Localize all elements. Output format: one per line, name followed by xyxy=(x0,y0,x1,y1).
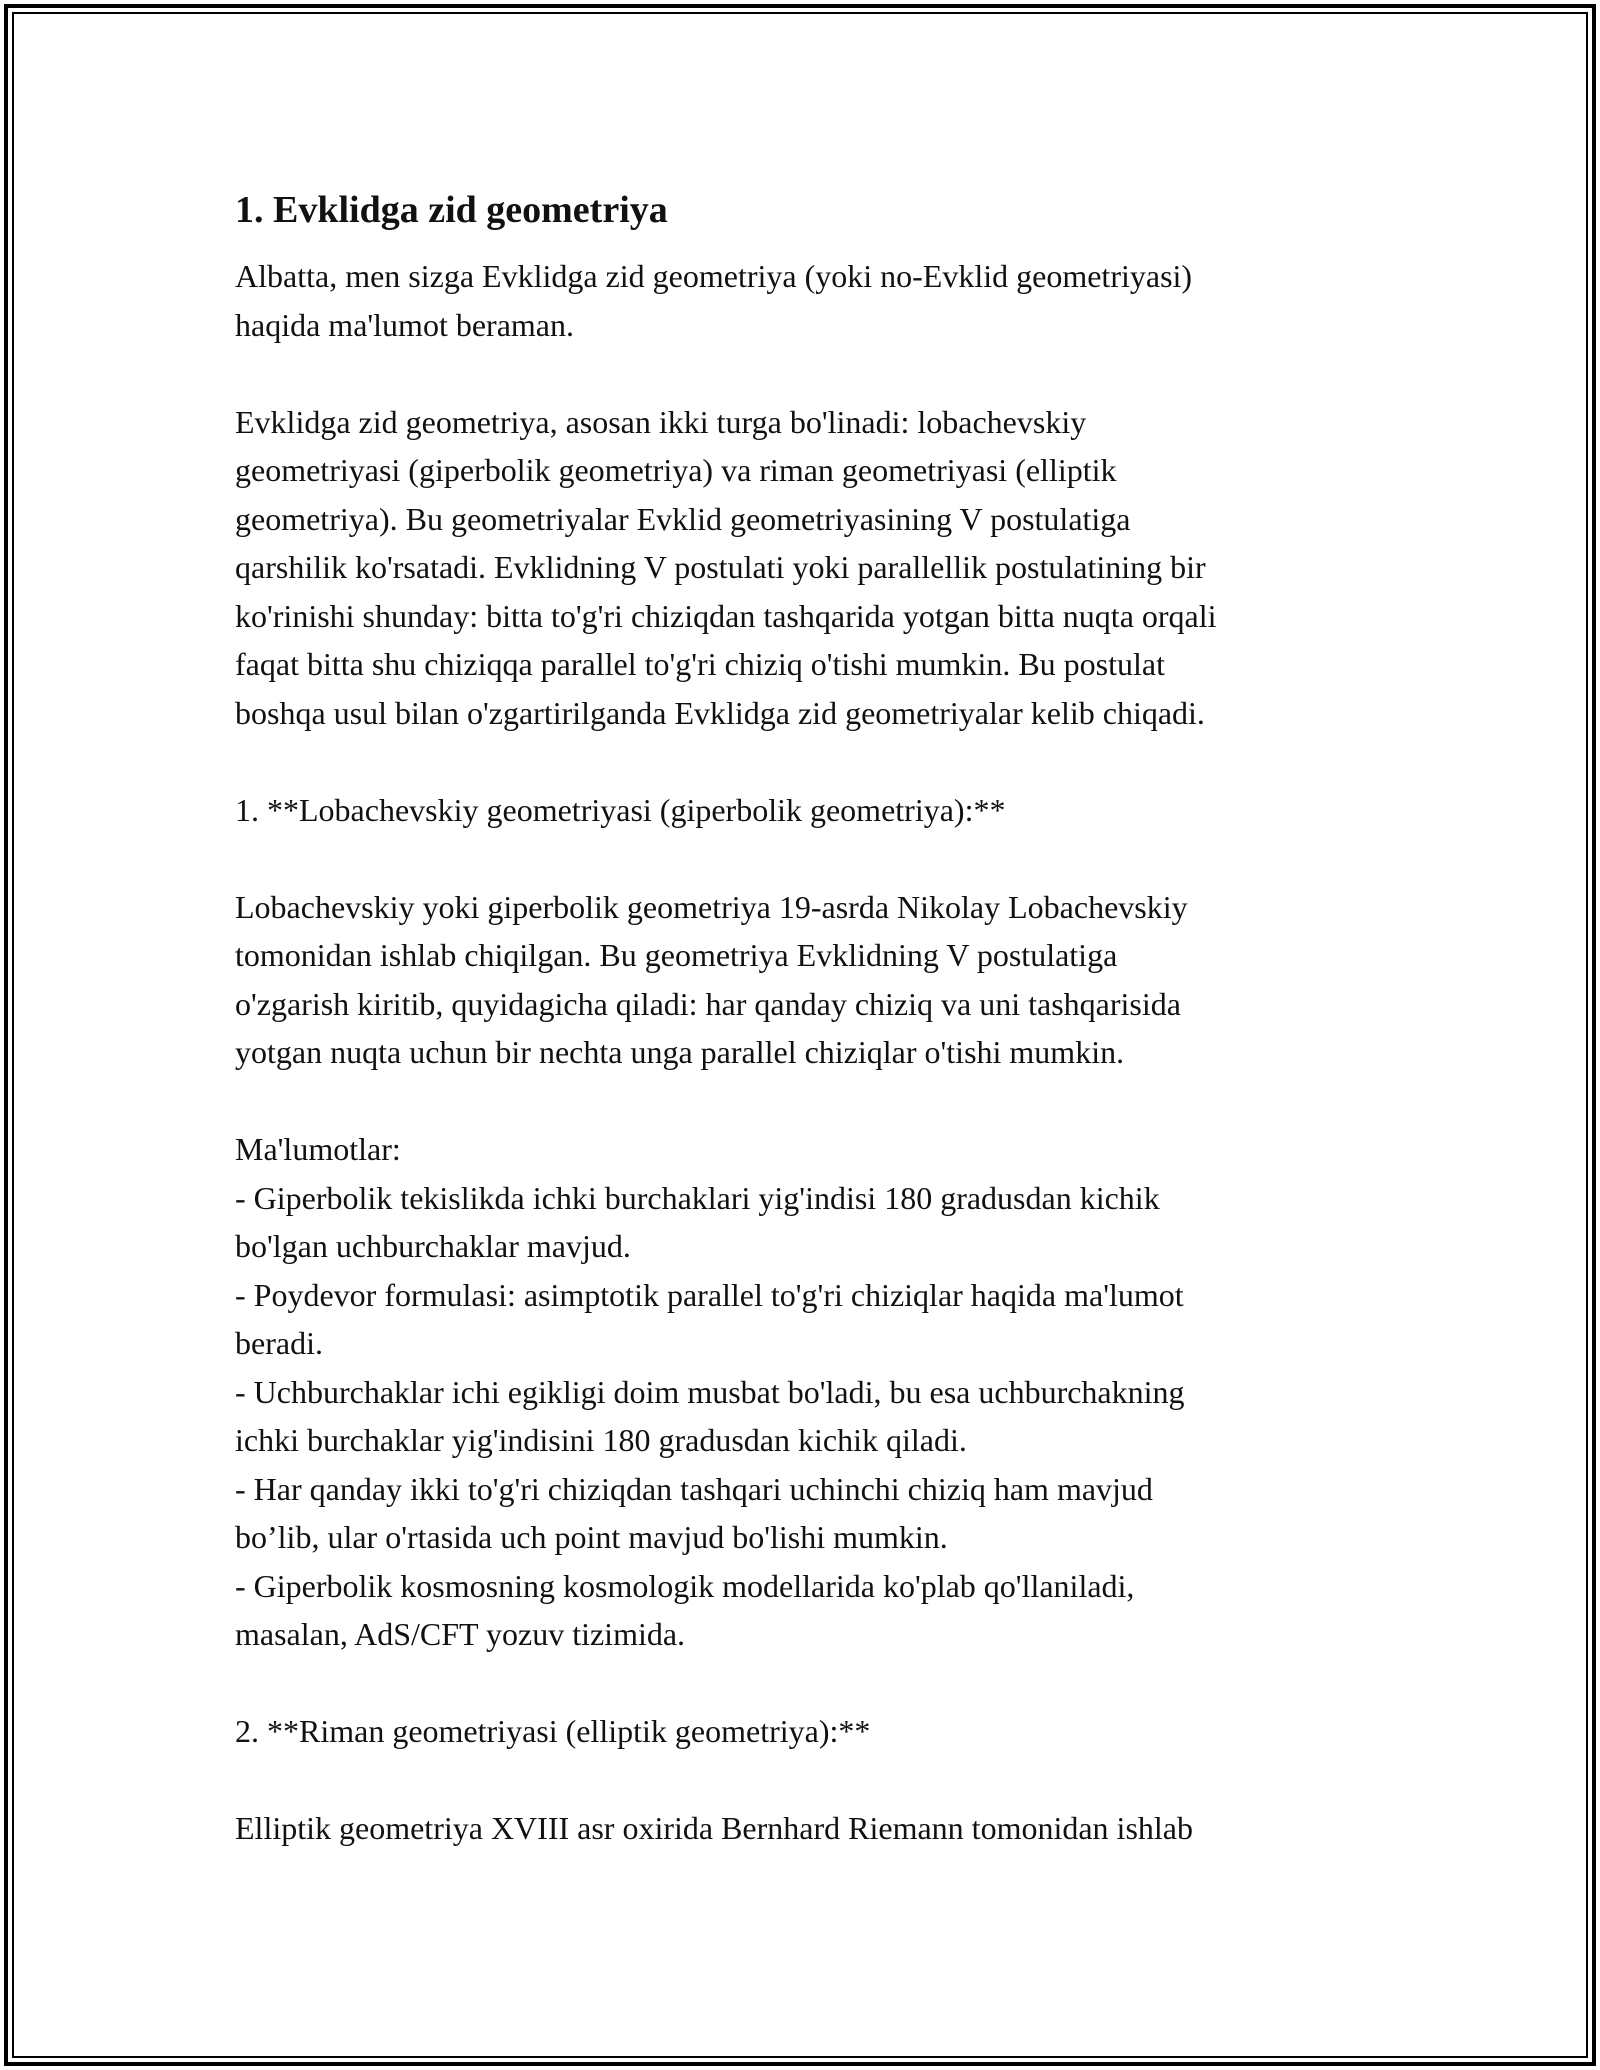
facts-heading: Ma'lumotlar: xyxy=(235,1131,401,1167)
facts-list xyxy=(235,1125,1375,1659)
document-body xyxy=(235,184,1375,1901)
fact-item: - Giperbolik kosmosning kosmologik modellarida ko'plab qo'llaniladi, masalan, AdS/CFT yozuv tizimida. xyxy=(235,1567,1135,1652)
fact-item: - Giperbolik tekislikda ichki burchaklari yig'indisi 180 gradusdan kichik bo'lgan uchburchaklar mavjud. xyxy=(235,1179,1160,1264)
fact-item: - Poydevor formulasi: asimptotik parallel to'g'ri chiziqlar haqida ma'lumot beradi. xyxy=(235,1276,1184,1361)
intro-paragraph: Albatta, men sizga Evklidga zid geometriya (yoki no-Evklid geometriyasi) haqida ma'lumot beraman. xyxy=(235,258,1193,343)
section-1-paragraph: Lobachevskiy yoki giperbolik geometriya 19-asrda Nikolay Lobachevskiy tomonidan ishlab chiqilgan. Bu geometriya Evklidning V postulatiga o'zgarish kiritib, quyidagicha qiladi: har qanday chiziq va uni tashqarisida yotgan nuqta uchun bir nechta unga parallel chiziqlar o'tishi mumkin. xyxy=(235,888,1188,1070)
section-2-heading: 2. **Riman geometriyasi (elliptik geometriya):** xyxy=(235,1713,871,1749)
fact-item: - Har qanday ikki to'g'ri chiziqdan tashqari uchinchi chiziq ham mavjud bo’lib, ular o'rtasida uch point mavjud bo'lishi mumkin. xyxy=(235,1470,1153,1555)
section-1-heading: 1. **Lobachevskiy geometriyasi (giperbolik geometriya):** xyxy=(235,791,1006,828)
document-title: 1. Evklidga zid geometriya xyxy=(235,189,668,231)
section-2-paragraph: Elliptik geometriya XVIII asr oxirida Bernhard Riemann tomonidan ishlab xyxy=(235,1810,1193,1846)
overview-paragraph: Evklidga zid geometriya, asosan ikki turga bo'linadi: lobachevskiy geometriyasi (giperbolik geometriya) va riman geometriyasi (elliptik geometriya). Bu geometriyalar Evklid geometriyasining V postulatiga qarshilik ko'rsatadi. Evklidning V postulati yoki parallellik postulatining bir ko'rinishi shunday: bitta to'g'ri chiziqdan tashqarida yotgan bitta nuqta orqali faqat bitta shu chiziqqa parallel to'g'ri chiziq o'tishi mumkin. Bu postulat boshqa usul bilan o'zgartirilganda Evklidga zid geometriyalar kelib chiqadi. xyxy=(235,403,1217,731)
fact-item: - Uchburchaklar ichi egikligi doim musbat bo'ladi, bu esa uchburchakning ichki burchaklar yig'indisini 180 gradusdan kichik qiladi. xyxy=(235,1373,1185,1458)
spacer xyxy=(235,1659,1375,1708)
